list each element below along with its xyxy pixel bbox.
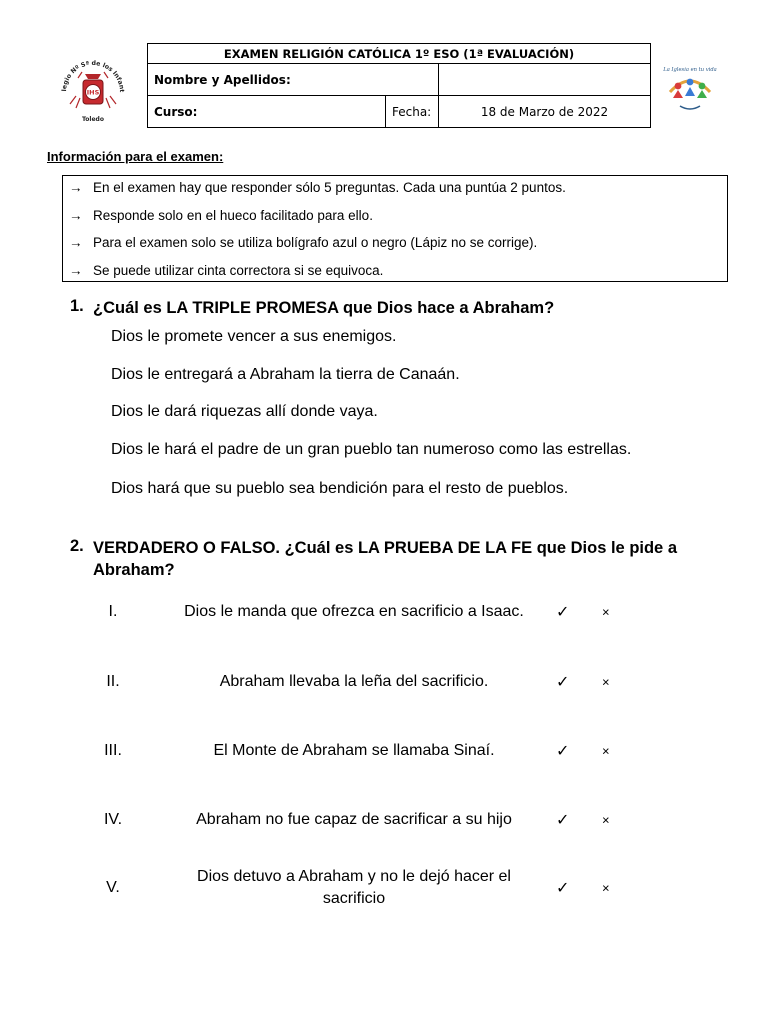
- church-logo: [662, 62, 718, 116]
- cross-icon[interactable]: ×: [602, 743, 610, 759]
- tf-statement: El Monte de Abraham se llamaba Sinaí.: [213, 742, 495, 759]
- tf-row: [70, 863, 710, 913]
- tf-row: [70, 657, 710, 707]
- arrow-icon: →: [69, 207, 83, 223]
- tf-number: II.: [106, 673, 120, 690]
- info-box: [62, 175, 728, 282]
- arrow-icon: →: [69, 180, 83, 195]
- q1-option[interactable]: Dios hará que su pueblo sea bendición para el resto de pueblos.: [111, 480, 569, 497]
- info-item: → En el examen hay que responder sólo 5 preguntas. Cada una puntúa 2 puntos.: [69, 178, 727, 206]
- question-text: ¿Cuál es LA TRIPLE PROMESA que Dios hace a Abraham?: [93, 299, 555, 317]
- info-item: → Se puede utilizar cinta correctora si se equivoca.: [69, 261, 727, 289]
- question-1-title: [70, 297, 733, 319]
- tf-row: [70, 587, 710, 637]
- question-2-title: [70, 537, 733, 581]
- info-item: → Responde solo en el hueco facilitado para ello.: [69, 206, 727, 234]
- tf-statement: Abraham llevaba la leña del sacrificio.: [219, 673, 489, 690]
- question-number: 1.: [70, 297, 84, 315]
- cross-icon[interactable]: ×: [602, 880, 610, 896]
- tf-statement: Dios detuvo a Abraham y no le dejó hacer el sacrificio: [197, 868, 511, 907]
- arrow-icon: →: [69, 235, 83, 250]
- name-label: Nombre y Apellidos:: [148, 64, 439, 96]
- check-icon[interactable]: ✓: [556, 743, 570, 760]
- crest-ring-text: legio Nº Sª de los Infant: [60, 59, 126, 93]
- exam-header-table: [147, 43, 651, 128]
- tf-number: V.: [106, 879, 120, 896]
- question-text: VERDADERO O FALSO. ¿Cuál es LA PRUEBA DE LA FE que Dios le pide a Abraham?: [93, 539, 677, 579]
- tf-row: [70, 795, 710, 845]
- q1-option[interactable]: Dios le hará el padre de un gran pueblo tan numeroso como las estrellas.: [111, 441, 632, 458]
- cross-icon[interactable]: ×: [602, 812, 610, 828]
- q1-option[interactable]: Dios le promete vencer a sus enemigos.: [111, 328, 397, 345]
- crest-bottom-text: Toledo: [82, 116, 104, 123]
- tf-number: III.: [104, 742, 122, 759]
- date-value: 18 de Marzo de 2022: [439, 96, 651, 128]
- exam-title: EXAMEN RELIGIÓN CATÓLICA 1º ESO (1ª EVALUACIÓN): [148, 44, 651, 64]
- q1-option[interactable]: Dios le dará riquezas allí donde vaya.: [111, 403, 378, 420]
- tf-row: [70, 726, 710, 776]
- cross-icon[interactable]: ×: [602, 604, 610, 620]
- tf-number: I.: [108, 603, 118, 620]
- check-icon[interactable]: ✓: [556, 812, 570, 829]
- check-icon[interactable]: ✓: [556, 674, 570, 691]
- info-title: Información para el examen:: [47, 149, 224, 164]
- info-item: → Para el examen solo se utiliza bolígrafo azul o negro (Lápiz no se corrige).: [69, 233, 727, 261]
- arrow-icon: →: [69, 262, 83, 278]
- tf-number: IV.: [103, 811, 123, 828]
- check-icon[interactable]: ✓: [556, 604, 570, 621]
- school-crest-logo: [52, 52, 134, 124]
- church-logo-text: La Iglesia en tu vida: [663, 67, 717, 73]
- question-number: 2.: [70, 537, 84, 555]
- crest-emblem-text: IHS: [86, 88, 100, 97]
- course-label: Curso:: [148, 96, 386, 128]
- check-icon[interactable]: ✓: [556, 880, 570, 897]
- tf-statement: Abraham no fue capaz de sacrificar a su hijo: [196, 811, 512, 828]
- tf-statement: Dios le manda que ofrezca en sacrificio a Isaac.: [184, 603, 524, 620]
- name-field[interactable]: [439, 64, 651, 96]
- date-label: Fecha:: [386, 96, 439, 128]
- cross-icon[interactable]: ×: [602, 674, 610, 690]
- q1-option[interactable]: Dios le entregará a Abraham la tierra de Canaán.: [111, 366, 460, 383]
